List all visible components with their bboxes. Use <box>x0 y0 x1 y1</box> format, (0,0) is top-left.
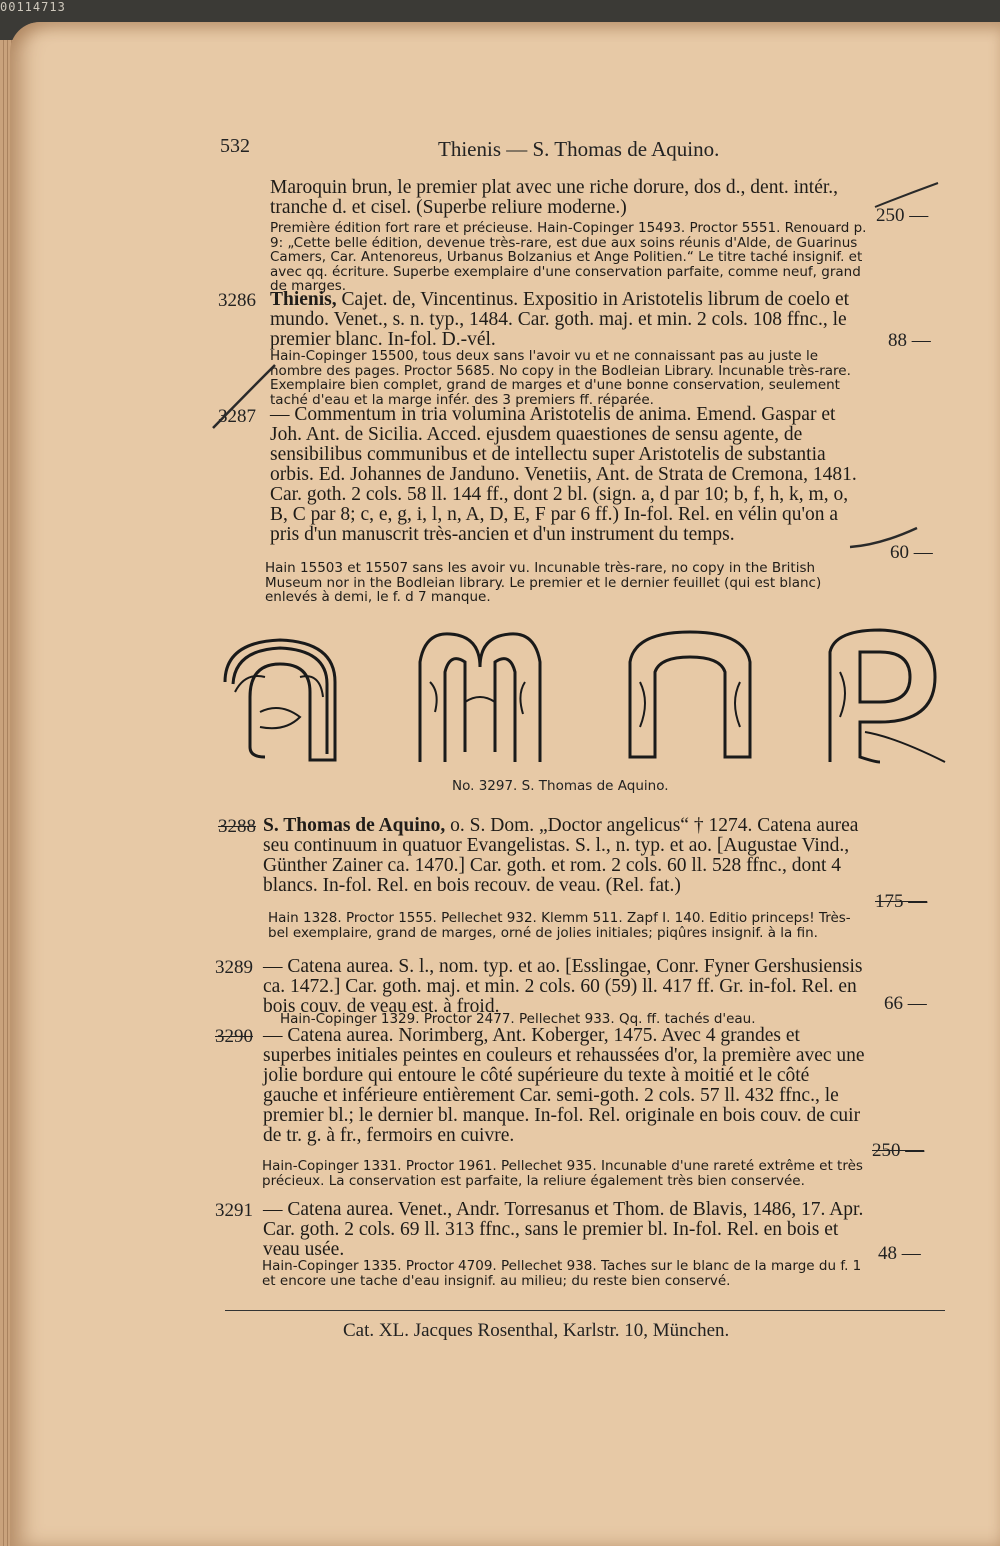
entry-3286 <box>270 290 870 350</box>
price-3288: 175 — <box>875 891 928 912</box>
entry-number-3290: 3290 <box>215 1026 253 1047</box>
price-continuation: 250 — <box>876 205 929 226</box>
entry-number-3286: 3286 <box>218 290 256 311</box>
page-header <box>220 135 920 167</box>
initial-p-illustration <box>805 622 955 767</box>
initial-a-illustration <box>205 622 355 767</box>
entry-3288-notes: Hain 1328. Proctor 1555. Pellechet 932. Klemm 511. Zapf I. 140. Editio princeps! Très-bel exemplaire, grand de marges, orné de jolies initiales; piqûres insignif. à la fin. <box>268 910 851 941</box>
entry-3287-notes: Hain 15503 et 15507 sans les avoir vu. Incunable très-rare, no copy in the British Museum nor in the Bodleian library. Le premier et le dernier feuillet (qui est blanc) enlevés à demi, le f. d 7 manque. <box>265 560 822 605</box>
entry-3291-notes: Hain-Copinger 1335. Proctor 4709. Pellechet 938. Taches sur le blanc de la marge du f. 1 et encore une tache d'eau insignif. au milieu; du reste bien conservé. <box>262 1258 862 1289</box>
entry-continuation-notes: Première édition fort rare et précieuse. Hain-Copinger 15493. Proctor 5551. Renouard p. 9: „Cette belle édition, devenue très-rare, est due aux soins réunis d'Alde, de Guarinus Camers, Car. Antenoreus, Urbanus Bolzanius et Ange Politien.“ Le titre taché insignif. et avec qq. écriture. Superbe exemplaire d'une conservation parfaite, comme neuf, grand de marges. <box>270 220 867 294</box>
page-number: 532 <box>220 135 250 157</box>
price-3289: 66 — <box>884 993 927 1014</box>
entry-3286-text: Cajet. de, Vincentinus. Expositio in Aristotelis librum de coelo et mundo. Venet., s. n. typ., 1484. Car. goth. maj. et min. 2 cols. 108 ffnc., le premier blanc. In-fol. D.-vél. <box>270 289 850 350</box>
price-3286: 88 — <box>888 330 931 351</box>
footer-rule <box>225 1310 945 1311</box>
price-3291: 48 — <box>878 1243 921 1264</box>
entry-3291-text: — Catena aurea. Venet., Andr. Torresanus et Thom. de Blavis, 1486, 17. Apr. Car. goth. 2 cols. 69 ll. 313 ffnc., sans le premier bl. In-fol. Rel. en bois et veau usée. <box>263 1199 864 1260</box>
entry-3288-text: o. S. Dom. „Doctor angelicus“ † 1274. Catena aurea seu continuum in quatuor Evangelistas. S. l., n. typ. et ao. [Augustae Vind., Günther Zainer ca. 1470.] Car. goth. et rom. 2 cols. 60 ll. 528 ffnc., dont 4 blancs. In-fol. Rel. en bois recouv. de veau. (Rel. fat.) <box>263 815 859 896</box>
entry-3289-notes: Hain-Copinger 1329. Proctor 2477. Pellechet 933. Qq. ff. tachés d'eau. <box>280 1011 756 1027</box>
footer-imprint: Cat. XL. Jacques Rosenthal, Karlstr. 10, München. <box>343 1320 730 1341</box>
entry-number-3291: 3291 <box>215 1200 253 1221</box>
entry-3290-notes: Hain-Copinger 1331. Proctor 1961. Pellechet 935. Incunable d'une rareté extrême et très précieux. La conservation est parfaite, la reliure également très bien conservée. <box>262 1158 863 1189</box>
price-3290: 250 — <box>872 1140 925 1161</box>
decorative-initials-figure <box>205 622 955 772</box>
entry-number-3288: 3288 <box>218 816 256 837</box>
initial-m-illustration <box>405 622 555 767</box>
entry-continuation-text: Maroquin brun, le premier plat avec une riche dorure, dos d., dent. intér., tranche d. et cisel. (Superbe reliure moderne.) <box>270 177 839 218</box>
entry-3287-text: — Commentum in tria volumina Aristotelis de anima. Emend. Gaspar et Joh. Ant. de Sicilia. Acced. ejusdem quaestiones de sensu agente, de sensibilibus communibus et de intellectu super Aristotelis de substantia orbis. Ed. Johannes de Janduno. Venetiis, Ant. de Strata de Cremona, 1481. Car. goth. 2 cols. 58 ll. 144 ff., dont 2 bl. (sign. a, d par 10; b, f, h, k, m, o, B, C par 8; c, e, g, i, l, n, A, D, E, F par 6 ff.) In-fol. Rel. en vélin qu'on a pris d'un manuscrit très-ancien et d'un instrument du temps. <box>270 404 857 545</box>
initial-n-illustration <box>615 622 765 767</box>
pencil-stroke-mark <box>870 180 940 210</box>
entry-3288 <box>263 816 868 896</box>
entry-number-3287: 3287 <box>218 406 256 427</box>
pencil-stroke-mark <box>845 525 920 555</box>
price-3287: 60 — <box>890 542 933 563</box>
entry-3286-heading: Thienis, <box>270 289 337 310</box>
entry-3286-notes: Hain-Copinger 15500, tous deux sans l'avoir vu et ne connaissant pas au juste le nombre des pages. Proctor 5685. No copy in the Bodleian Library. Incunable très-rare. Exemplaire bien complet, grand de marges et d'une bonne conservation, seulement taché d'eau et la marge infér. des 3 premiers ff. réparée. <box>270 348 851 408</box>
pencil-slash-mark <box>205 360 285 430</box>
entry-3290-text: — Catena aurea. Norimberg, Ant. Koberger, 1475. Avec 4 grandes et superbes initiales peintes en couleurs et rehaussées d'or, la première avec une jolie bordure qui entoure le côté supérieure du texte à moitié et le côté gauche et inférieure entièrement Car. semi-goth. 2 cols. 57 ll. 432 ffnc., le premier bl.; le dernier bl. manque. In-fol. Rel. originale en bois couv. de cuir de tr. g. à fr., fermoirs en cuivre. <box>263 1025 865 1146</box>
entry-3289-text: — Catena aurea. S. l., nom. typ. et ao. [Esslingae, Conr. Fyner Gershusiensis ca. 1472.] Car. goth. maj. et min. 2 cols. 60 (59) ll. 417 ff. Gr. in-fol. Rel. en bois couv. de veau est. à froid. <box>263 956 863 1017</box>
figure-caption: No. 3297. S. Thomas de Aquino. <box>452 778 669 794</box>
scan-id: 00114713 <box>0 0 66 14</box>
running-title: Thienis — S. Thomas de Aquino. <box>438 137 720 161</box>
entry-3288-heading: S. Thomas de Aquino, <box>263 815 446 836</box>
entry-number-3289: 3289 <box>215 957 253 978</box>
